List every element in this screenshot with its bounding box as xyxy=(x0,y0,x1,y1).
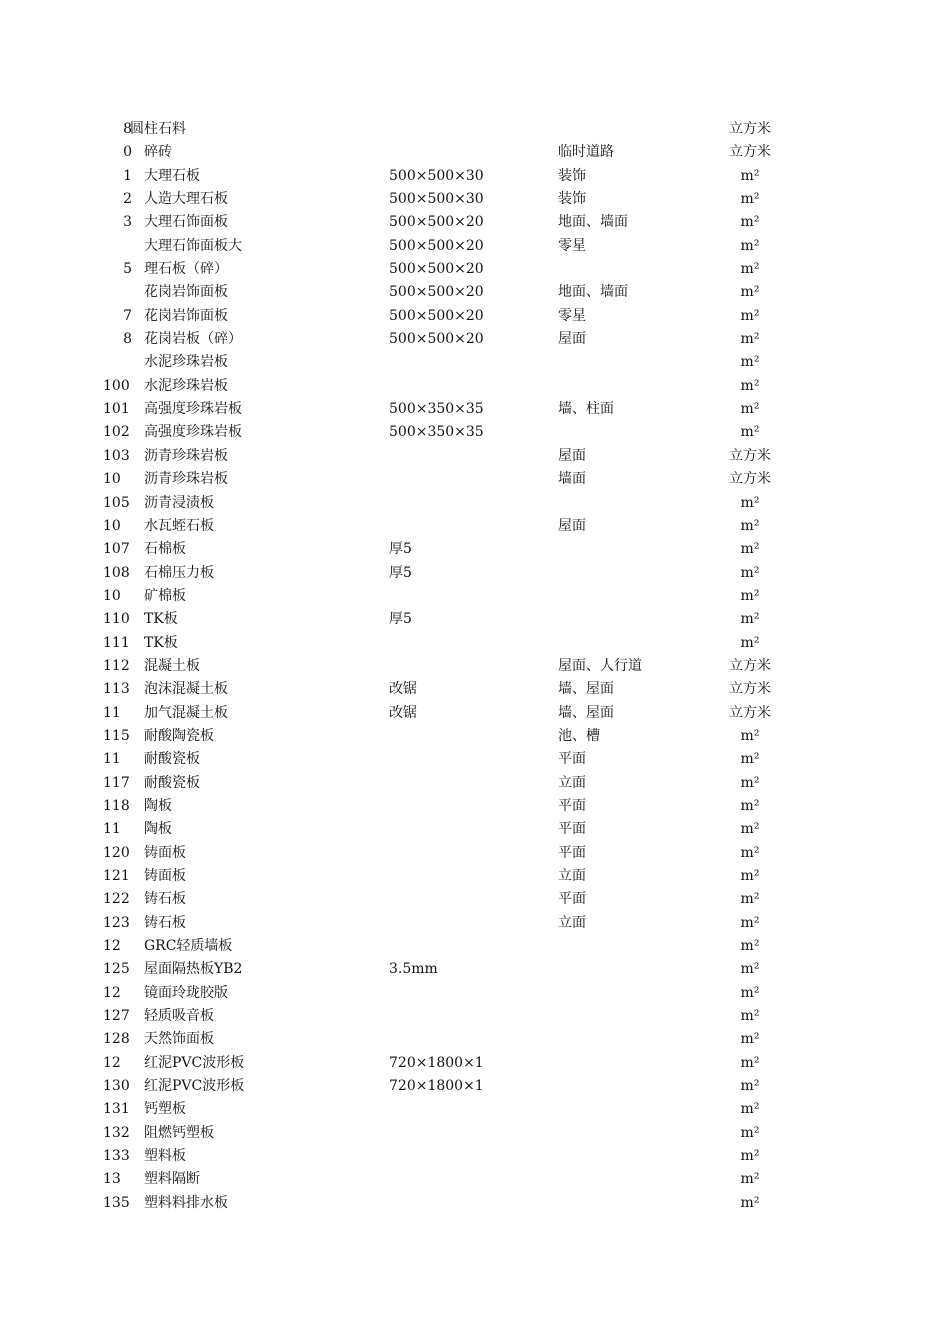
material-name: 轻质吸音板 xyxy=(144,1008,214,1025)
material-usage xyxy=(558,1075,718,1098)
material-spec: 厚5 xyxy=(389,541,412,558)
row-number: 101 xyxy=(103,401,130,418)
row-number: 111 xyxy=(103,634,130,651)
material-unit: m² xyxy=(740,587,760,604)
material-usage xyxy=(558,982,718,1005)
row-number: 125 xyxy=(103,961,130,978)
material-usage xyxy=(558,351,718,374)
material-usage xyxy=(558,1052,718,1075)
material-spec: 500×500×20 xyxy=(389,284,484,301)
row-number: 11 xyxy=(103,751,121,768)
material-name: 碎砖 xyxy=(144,144,172,161)
material-name: TK板 xyxy=(144,611,178,628)
row-number: 110 xyxy=(103,611,130,628)
material-usage xyxy=(558,1028,718,1051)
table-row xyxy=(0,702,950,725)
material-spec xyxy=(389,725,549,748)
material-usage xyxy=(558,421,718,444)
material-usage: 地面、墙面 xyxy=(558,284,628,301)
row-number: 8 xyxy=(123,331,132,348)
material-usage xyxy=(558,1192,718,1215)
material-spec xyxy=(389,118,549,141)
material-usage: 屋面 xyxy=(558,331,586,348)
table-row xyxy=(0,118,950,141)
material-name: 矿棉板 xyxy=(144,587,186,604)
material-spec: 500×500×20 xyxy=(389,331,484,348)
material-unit: m² xyxy=(740,1171,760,1188)
row-number: 102 xyxy=(103,424,130,441)
material-usage: 墙面 xyxy=(558,471,586,488)
material-unit: m² xyxy=(740,984,760,1001)
material-usage: 屋面 xyxy=(558,517,586,534)
material-name: 圆柱石料 xyxy=(130,121,186,137)
material-spec: 720×1800×1 xyxy=(389,1078,484,1095)
material-usage xyxy=(558,375,718,398)
material-name: 耐酸瓷板 xyxy=(144,751,200,768)
material-name: 混凝土板 xyxy=(144,657,200,674)
material-unit: m² xyxy=(740,797,760,814)
material-name: 塑料料排水板 xyxy=(144,1194,228,1211)
material-unit: m² xyxy=(740,354,760,371)
material-unit: m² xyxy=(740,564,760,581)
table-row xyxy=(0,492,950,515)
table-row xyxy=(0,235,950,258)
table-row xyxy=(0,608,950,631)
row-number: 108 xyxy=(103,564,130,581)
material-usage: 屋面 xyxy=(558,447,586,464)
material-unit: m² xyxy=(740,1008,760,1025)
table-row xyxy=(0,678,950,701)
material-usage: 墙、屋面 xyxy=(558,704,614,721)
material-spec: 改锯 xyxy=(389,681,417,698)
material-unit: m² xyxy=(740,494,760,511)
row-number: 128 xyxy=(103,1031,130,1048)
table-row xyxy=(0,421,950,444)
material-unit: m² xyxy=(740,891,760,908)
table-row xyxy=(0,281,950,304)
material-spec xyxy=(389,1028,549,1051)
material-unit: 立方米 xyxy=(729,447,771,464)
material-usage xyxy=(558,492,718,515)
material-spec xyxy=(389,351,549,374)
material-usage: 池、槽 xyxy=(558,727,600,744)
material-name: 耐酸瓷板 xyxy=(144,774,200,791)
material-name: 塑料板 xyxy=(144,1148,186,1165)
material-name: GRC轻质墙板 xyxy=(144,938,233,955)
material-unit: m² xyxy=(740,1101,760,1118)
material-unit: m² xyxy=(740,214,760,231)
material-unit: m² xyxy=(740,914,760,931)
table-row xyxy=(0,258,950,281)
row-number: 3 xyxy=(123,214,132,231)
material-name: 陶板 xyxy=(144,797,172,814)
table-row xyxy=(0,818,950,841)
material-usage: 墙、屋面 xyxy=(558,681,614,698)
table-row xyxy=(0,912,950,935)
table-row xyxy=(0,1005,950,1028)
material-usage xyxy=(558,258,718,281)
table-row xyxy=(0,188,950,211)
material-unit: m² xyxy=(740,424,760,441)
row-number: 12 xyxy=(103,938,121,955)
material-spec xyxy=(389,1168,549,1191)
table-row xyxy=(0,655,950,678)
material-unit: m² xyxy=(740,237,760,254)
material-name: 水泥珍珠岩板 xyxy=(144,377,228,394)
material-unit: 立方米 xyxy=(729,121,771,137)
table-row xyxy=(0,748,950,771)
material-name: 人造大理石板 xyxy=(144,191,228,208)
row-number: 130 xyxy=(103,1078,130,1095)
material-unit: m² xyxy=(740,541,760,558)
material-name: 水泥珍珠岩板 xyxy=(144,354,228,371)
row-number: 113 xyxy=(103,681,130,698)
row-number: 123 xyxy=(103,914,130,931)
material-spec xyxy=(389,1005,549,1028)
material-usage: 立面 xyxy=(558,774,586,791)
material-name: 塑料隔断 xyxy=(144,1171,200,1188)
material-usage xyxy=(558,118,718,141)
material-spec xyxy=(389,748,549,771)
material-spec xyxy=(389,888,549,911)
material-usage xyxy=(558,1098,718,1121)
material-name: 理石板（碎） xyxy=(144,261,228,278)
material-name: 花岗岩饰面板 xyxy=(144,307,228,324)
material-spec xyxy=(389,492,549,515)
material-unit: m² xyxy=(740,961,760,978)
material-unit: m² xyxy=(740,751,760,768)
material-unit: m² xyxy=(740,1054,760,1071)
material-spec: 改锯 xyxy=(389,704,417,721)
row-number: 11 xyxy=(103,704,121,721)
material-usage: 零星 xyxy=(558,237,586,254)
table-row xyxy=(0,165,950,188)
table-row xyxy=(0,772,950,795)
material-usage: 装饰 xyxy=(558,191,586,208)
material-usage: 立面 xyxy=(558,914,586,931)
table-row xyxy=(0,538,950,561)
material-name: 铸石板 xyxy=(144,914,186,931)
material-unit: m² xyxy=(740,284,760,301)
material-spec xyxy=(389,1145,549,1168)
material-usage: 平面 xyxy=(558,891,586,908)
material-usage xyxy=(558,1168,718,1191)
material-unit: m² xyxy=(740,1078,760,1095)
material-usage: 装饰 xyxy=(558,167,586,184)
material-usage: 平面 xyxy=(558,844,586,861)
table-row xyxy=(0,445,950,468)
table-row xyxy=(0,795,950,818)
material-unit: m² xyxy=(740,938,760,955)
material-unit: m² xyxy=(740,774,760,791)
material-name: 大理石饰面板 xyxy=(144,214,228,231)
material-unit: 立方米 xyxy=(729,704,771,721)
row-number: 1 xyxy=(123,167,132,184)
material-name: 屋面隔热板YB2 xyxy=(144,961,243,978)
material-spec xyxy=(389,795,549,818)
material-spec xyxy=(389,842,549,865)
table-row xyxy=(0,468,950,491)
material-name: 天然饰面板 xyxy=(144,1031,214,1048)
table-row xyxy=(0,375,950,398)
material-spec xyxy=(389,1122,549,1145)
material-usage: 墙、柱面 xyxy=(558,401,614,418)
material-usage: 立面 xyxy=(558,868,586,884)
material-spec: 500×500×20 xyxy=(389,261,484,278)
material-spec xyxy=(389,1098,549,1121)
material-unit: m² xyxy=(740,401,760,418)
row-number xyxy=(95,281,132,304)
material-usage: 零星 xyxy=(558,307,586,324)
material-unit: 立方米 xyxy=(729,657,771,674)
row-number: 131 xyxy=(103,1101,130,1118)
table-row xyxy=(0,585,950,608)
table-row xyxy=(0,842,950,865)
material-spec xyxy=(389,912,549,935)
material-name: 陶板 xyxy=(144,821,172,838)
material-usage xyxy=(558,1005,718,1028)
material-name: 大理石饰面板大 xyxy=(144,237,242,254)
material-spec xyxy=(389,515,549,538)
row-number: 133 xyxy=(103,1148,130,1165)
material-spec: 500×500×30 xyxy=(389,191,484,208)
table-row xyxy=(0,1028,950,1051)
row-number: 121 xyxy=(103,868,130,884)
material-spec xyxy=(389,818,549,841)
material-spec: 3.5mm xyxy=(389,961,438,978)
material-spec: 500×500×20 xyxy=(389,214,484,231)
row-number: 122 xyxy=(103,891,130,908)
material-unit: m² xyxy=(740,191,760,208)
material-usage xyxy=(558,1122,718,1145)
table-row xyxy=(0,141,950,164)
material-name: 镜面玲珑胶版 xyxy=(144,984,228,1001)
row-number: 105 xyxy=(103,494,130,511)
row-number: 0 xyxy=(123,144,132,161)
row-number: 120 xyxy=(103,844,130,861)
material-spec: 500×350×35 xyxy=(389,424,484,441)
table-row xyxy=(0,1122,950,1145)
material-spec: 厚5 xyxy=(389,564,412,581)
row-number: 2 xyxy=(123,191,132,208)
material-spec xyxy=(389,772,549,795)
material-usage: 地面、墙面 xyxy=(558,214,628,231)
material-unit: m² xyxy=(740,331,760,348)
material-name: 高强度珍珠岩板 xyxy=(144,424,242,441)
material-spec: 500×500×20 xyxy=(389,307,484,324)
material-usage xyxy=(558,1145,718,1168)
table-row xyxy=(0,562,950,585)
material-name: 大理石板 xyxy=(144,167,200,184)
material-usage xyxy=(558,935,718,958)
material-spec: 500×500×20 xyxy=(389,237,484,254)
table-row xyxy=(0,1098,950,1121)
material-usage xyxy=(558,562,718,585)
material-spec: 720×1800×1 xyxy=(389,1054,484,1071)
material-spec xyxy=(389,655,549,678)
row-number: 132 xyxy=(103,1124,130,1141)
material-unit: m² xyxy=(740,1124,760,1141)
row-number: 11 xyxy=(103,821,121,838)
table-row xyxy=(0,515,950,538)
material-unit: m² xyxy=(740,377,760,394)
material-name: 高强度珍珠岩板 xyxy=(144,401,242,418)
material-unit: m² xyxy=(740,517,760,534)
row-number: 100 xyxy=(103,377,130,394)
table-row xyxy=(0,865,950,888)
row-number: 10 xyxy=(103,471,121,488)
material-name: 沥青浸渍板 xyxy=(144,494,214,511)
material-name: 红泥PVC波形板 xyxy=(144,1054,245,1071)
table-row xyxy=(0,1168,950,1191)
material-spec xyxy=(389,375,549,398)
material-unit: m² xyxy=(740,307,760,324)
row-number: 8 xyxy=(123,121,132,137)
material-name: 花岗岩饰面板 xyxy=(144,284,228,301)
row-number: 7 xyxy=(123,307,132,324)
material-usage: 屋面、人行道 xyxy=(558,657,642,674)
material-spec: 厚5 xyxy=(389,611,412,628)
table-row xyxy=(0,351,950,374)
material-name: 加气混凝土板 xyxy=(144,704,228,721)
table-row xyxy=(0,725,950,748)
material-spec xyxy=(389,141,549,164)
material-unit: m² xyxy=(740,868,760,884)
table-row xyxy=(0,1192,950,1215)
material-spec xyxy=(389,632,549,655)
material-usage xyxy=(558,958,718,981)
material-unit: m² xyxy=(740,727,760,744)
material-unit: m² xyxy=(740,167,760,184)
material-spec xyxy=(389,865,549,888)
table-row xyxy=(0,982,950,1005)
row-number: 5 xyxy=(123,261,132,278)
material-unit: 立方米 xyxy=(729,471,771,488)
row-number: 127 xyxy=(103,1008,130,1025)
material-usage xyxy=(558,585,718,608)
material-unit: m² xyxy=(740,1148,760,1165)
row-number: 103 xyxy=(103,447,130,464)
material-usage: 平面 xyxy=(558,797,586,814)
material-name: 红泥PVC波形板 xyxy=(144,1078,245,1095)
table-row xyxy=(0,888,950,911)
material-spec xyxy=(389,1192,549,1215)
row-number: 12 xyxy=(103,1054,121,1071)
material-spec xyxy=(389,585,549,608)
table-row xyxy=(0,305,950,328)
material-unit: m² xyxy=(740,261,760,278)
material-unit: m² xyxy=(740,844,760,861)
material-name: 铸面板 xyxy=(144,844,186,861)
material-name: 铸面板 xyxy=(144,868,186,884)
material-name: 泡沫混凝土板 xyxy=(144,681,228,698)
material-name: 水瓦蛭石板 xyxy=(144,517,214,534)
table-row xyxy=(0,1145,950,1168)
material-unit: m² xyxy=(740,1031,760,1048)
material-unit: m² xyxy=(740,634,760,651)
row-number: 115 xyxy=(103,727,130,744)
table-row xyxy=(0,632,950,655)
table-row xyxy=(0,1052,950,1075)
material-name: 石棉板 xyxy=(144,541,186,558)
material-spec xyxy=(389,468,549,491)
material-name: 铸石板 xyxy=(144,891,186,908)
material-name: 石棉压力板 xyxy=(144,564,214,581)
material-unit: m² xyxy=(740,1194,760,1211)
material-unit: 立方米 xyxy=(729,144,771,161)
material-name: 沥青珍珠岩板 xyxy=(144,471,228,488)
row-number: 12 xyxy=(103,984,121,1001)
material-usage xyxy=(558,632,718,655)
table-row xyxy=(0,398,950,421)
row-number: 112 xyxy=(103,657,130,674)
table-row xyxy=(0,958,950,981)
material-name: TK板 xyxy=(144,634,178,651)
row-number: 10 xyxy=(103,517,121,534)
row-number: 117 xyxy=(103,774,130,791)
material-name: 阻燃钙塑板 xyxy=(144,1124,214,1141)
material-spec: 500×350×35 xyxy=(389,401,484,418)
material-spec xyxy=(389,935,549,958)
table-row xyxy=(0,328,950,351)
material-usage: 平面 xyxy=(558,751,586,768)
row-number: 135 xyxy=(103,1194,130,1211)
material-table xyxy=(0,118,950,1215)
material-spec xyxy=(389,982,549,1005)
row-number: 10 xyxy=(103,587,121,604)
material-name: 钙塑板 xyxy=(144,1101,186,1118)
material-usage xyxy=(558,538,718,561)
row-number: 13 xyxy=(103,1171,121,1188)
row-number: 118 xyxy=(103,797,130,814)
material-name: 沥青珍珠岩板 xyxy=(144,447,228,464)
row-number: 107 xyxy=(103,541,130,558)
material-unit: m² xyxy=(740,611,760,628)
material-unit: m² xyxy=(740,821,760,838)
material-unit: 立方米 xyxy=(729,681,771,698)
material-spec xyxy=(389,445,549,468)
material-name: 花岗岩板（碎） xyxy=(144,331,242,348)
material-usage xyxy=(558,608,718,631)
material-spec: 500×500×30 xyxy=(389,167,484,184)
material-name: 耐酸陶瓷板 xyxy=(144,727,214,744)
table-row xyxy=(0,1075,950,1098)
table-row xyxy=(0,211,950,234)
material-usage: 临时道路 xyxy=(558,144,614,161)
row-number xyxy=(95,235,132,258)
row-number xyxy=(95,351,132,374)
material-usage: 平面 xyxy=(558,821,586,838)
table-row xyxy=(0,935,950,958)
